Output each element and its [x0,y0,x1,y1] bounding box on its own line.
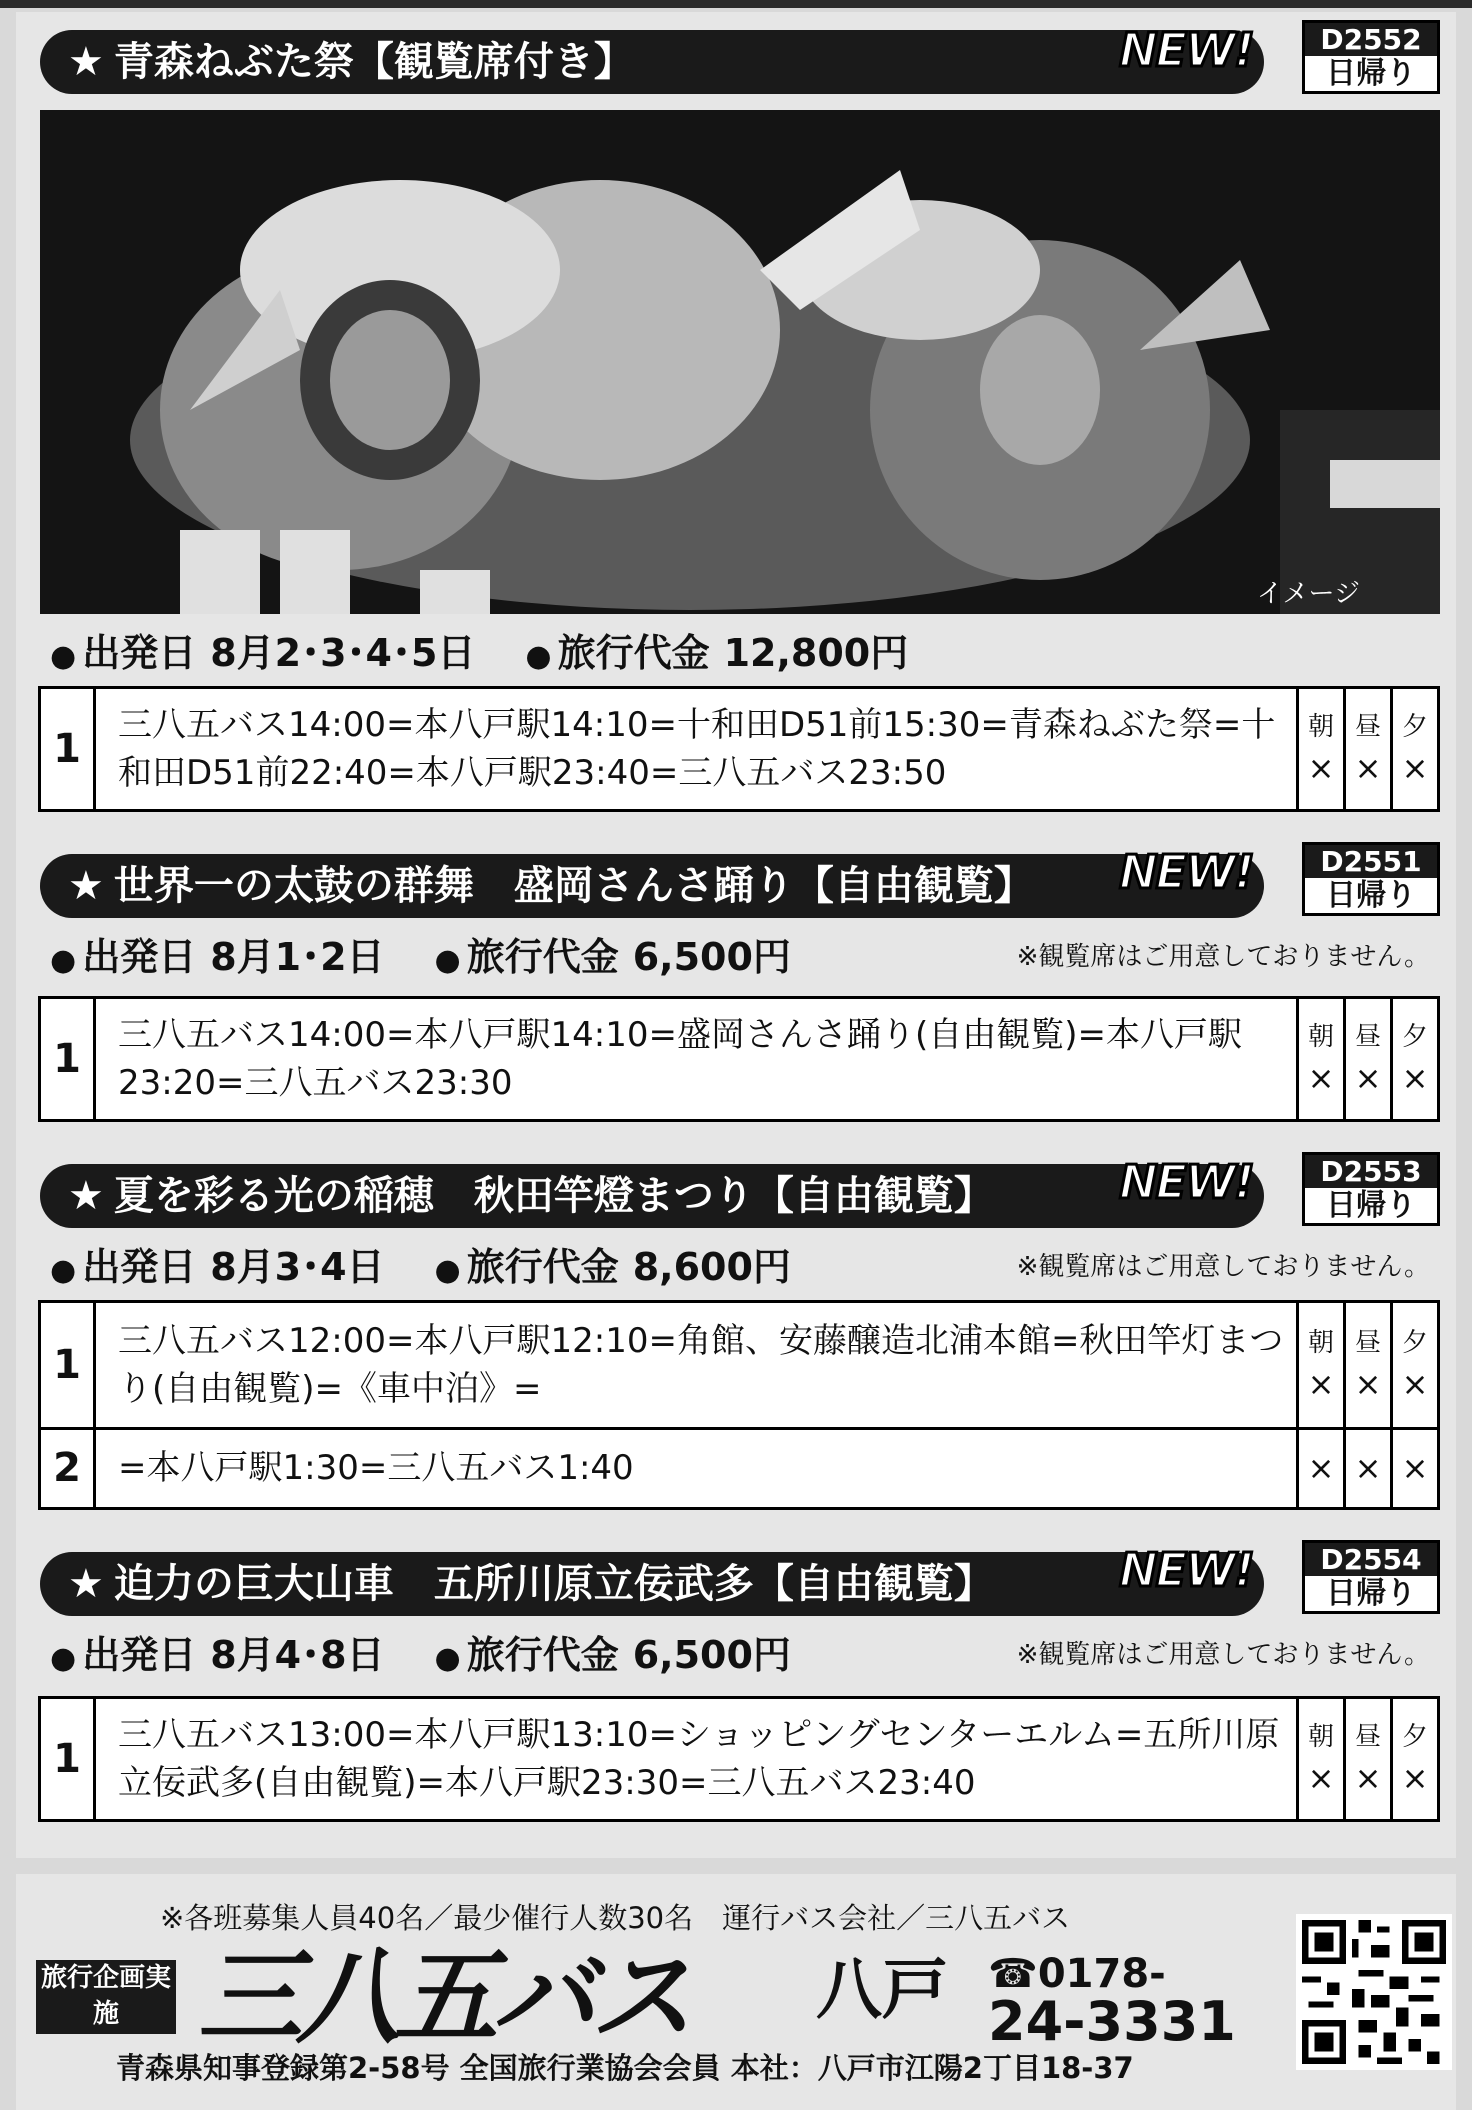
star-icon: ★ [68,39,104,85]
meal-label: 朝 [1307,712,1334,742]
price-label: 旅行代金 [466,1245,619,1289]
qr-code[interactable] [1296,1914,1452,2070]
itinerary-row [40,688,1439,811]
tour-tag: 【自由観覧】 [793,863,1034,909]
depart-dates: 8月4･8日 [210,1633,385,1677]
tour-kind: 日帰り [1326,56,1416,91]
branch-city: 八戸 [816,1951,948,2028]
itinerary-table [38,686,1440,812]
meal-label: 夕 [1401,1022,1428,1052]
price-value: 12,800円 [723,631,909,675]
tour-kind: 日帰り [1326,1188,1416,1223]
depart-label: 出発日 [82,631,197,675]
itinerary-text: 三八五バス13:00=本八戸駅13:10=ショッピングセンターエルム=五所川原立佞武多(自由観覧)=本八戸駅23:30=三八五バス23:40 [95,1698,1298,1821]
itinerary-table [38,1696,1440,1822]
new-badge: NEW! [1119,845,1253,899]
depart-label: 出発日 [82,935,197,979]
plan-badge: 旅行企画実施 [36,1960,176,2034]
tour-code-box [1302,1540,1440,1614]
recruitment-note: ※各班募集人員40名／最少催行人数30名 運行バス会社／三八五バス [160,1901,1071,1935]
meal-mark: × [1354,1059,1382,1097]
tour-info: ● 出発日 8月1･2日 ● 旅行代金 6,500円 [50,935,791,979]
meal-mark: × [1354,1449,1382,1488]
itinerary-text: 三八五バス14:00=本八戸駅14:10=十和田D51前15:30=青森ねぶた祭=十和田D51前22:40=本八戸駅23:40=三八五バス23:50 [95,688,1298,811]
tour-header-kanto [40,1164,1264,1228]
price-label: 旅行代金 [466,1633,619,1677]
tour-tag: 【自由観覧】 [753,1561,994,1607]
phone-number: 24-3331 [988,1990,1236,2053]
star-icon: ★ [68,1561,104,1607]
meal-mark: × [1401,1759,1429,1797]
tour-tag: 【自由観覧】 [753,1173,994,1219]
tour-code-box [1302,1152,1440,1226]
meal-mark: × [1354,1364,1382,1403]
tour-title: 夏を彩る光の稲穂 秋田竿燈まつり [113,1173,754,1219]
meal-label: 夕 [1401,1722,1428,1752]
itinerary-table [38,996,1440,1122]
seat-note: ※観覧席はご用意しておりません。 [1016,942,1430,972]
meal-mark: × [1307,1059,1335,1097]
itinerary-row [40,1428,1439,1508]
tour-code-box [1302,842,1440,916]
itinerary-text: =本八戸駅1:30=三八五バス1:40 [95,1428,1298,1508]
day-number: 2 [40,1428,95,1508]
tour-code: D2552 [1305,23,1437,56]
itinerary-text: 三八五バス14:00=本八戸駅14:10=盛岡さんさ踊り(自由観覧)=本八戸駅23:20=三八五バス23:30 [95,998,1298,1121]
tour-title: 迫力の巨大山車 五所川原立佞武多 [113,1561,754,1607]
day-number: 1 [40,1698,95,1821]
meal-label: 朝 [1307,1722,1334,1752]
meal-mark: × [1401,1449,1429,1488]
price-label: 旅行代金 [557,631,710,675]
meal-mark: × [1354,749,1382,787]
meal-mark: × [1307,749,1335,787]
price-value: 6,500円 [632,1633,791,1677]
tour-code: D2553 [1305,1155,1437,1188]
meal-mark: × [1354,1759,1382,1797]
nebuta-float-photo [40,110,1440,614]
tour-info: ● 出発日 8月2･3･4･5日 ● 旅行代金 12,800円 [50,631,909,675]
depart-dates: 8月1･2日 [210,935,385,979]
tour-code: D2551 [1305,845,1437,878]
tour-title: 世界一の太鼓の群舞 盛岡さんさ踊り [113,863,794,909]
meal-mark: × [1401,1364,1429,1403]
price-label: 旅行代金 [466,935,619,979]
day-number: 1 [40,998,95,1121]
itinerary-row [40,998,1439,1121]
star-icon: ★ [68,1173,104,1219]
meal-mark: × [1401,749,1429,787]
meal-mark: × [1307,1449,1335,1488]
new-badge: NEW! [1119,23,1253,77]
tour-header-tachineputa [40,1552,1264,1616]
meal-label: 朝 [1307,1327,1334,1358]
new-badge: NEW! [1119,1543,1253,1597]
tour-tag: 【観覧席付き】 [353,39,634,85]
seat-note: ※観覧席はご用意しておりません。 [1016,1252,1430,1282]
meal-label: 朝 [1307,1022,1334,1052]
tour-code: D2554 [1305,1543,1437,1576]
price-value: 8,600円 [632,1245,791,1289]
itinerary-text: 三八五バス12:00=本八戸駅12:10=角館、安藤醸造北浦本館=秋田竿灯まつり(自由観覧)=《車中泊》= [95,1302,1298,1429]
tour-title: 青森ねぶた祭 [113,39,354,85]
meal-label: 昼 [1354,1022,1381,1052]
day-number: 1 [40,1302,95,1429]
tour-kind: 日帰り [1326,878,1416,913]
tour-kind: 日帰り [1326,1576,1416,1611]
tour-header-sansa [40,854,1264,918]
depart-label: 出発日 [82,1245,197,1289]
photo-caption: イメージ [1256,579,1360,609]
meal-label: 昼 [1354,712,1381,742]
day-number: 1 [40,688,95,811]
tour-info: ● 出発日 8月4･8日 ● 旅行代金 6,500円 [50,1633,791,1677]
registration-info: 青森県知事登録第2-58号 全国旅行業協会会員 本社：八戸市江陽2丁目18-37 [116,2051,1134,2085]
star-icon: ★ [68,863,104,909]
meal-label: 夕 [1401,712,1428,742]
meal-mark: × [1307,1364,1335,1403]
seat-note: ※観覧席はご用意しておりません。 [1016,1640,1430,1670]
depart-label: 出発日 [82,1633,197,1677]
tour-info: ● 出発日 8月3･4日 ● 旅行代金 8,600円 [50,1245,791,1289]
company-logo: 三八五バス [198,1936,689,2058]
new-badge: NEW! [1119,1155,1253,1209]
tour-header-nebuta [40,30,1264,94]
phone-prefix: ☎0178- [988,1951,1166,1997]
itinerary-table [38,1300,1440,1510]
depart-dates: 8月3･4日 [210,1245,385,1289]
top-rule [0,0,1472,8]
meal-label: 昼 [1354,1327,1381,1358]
depart-dates: 8月2･3･4･5日 [210,631,476,675]
meal-mark: × [1307,1759,1335,1797]
itinerary-row [40,1698,1439,1821]
meal-label: 夕 [1401,1327,1428,1358]
price-value: 6,500円 [632,935,791,979]
meal-label: 昼 [1354,1722,1381,1752]
itinerary-row [40,1302,1439,1429]
tour-code-box [1302,20,1440,94]
meal-mark: × [1401,1059,1429,1097]
